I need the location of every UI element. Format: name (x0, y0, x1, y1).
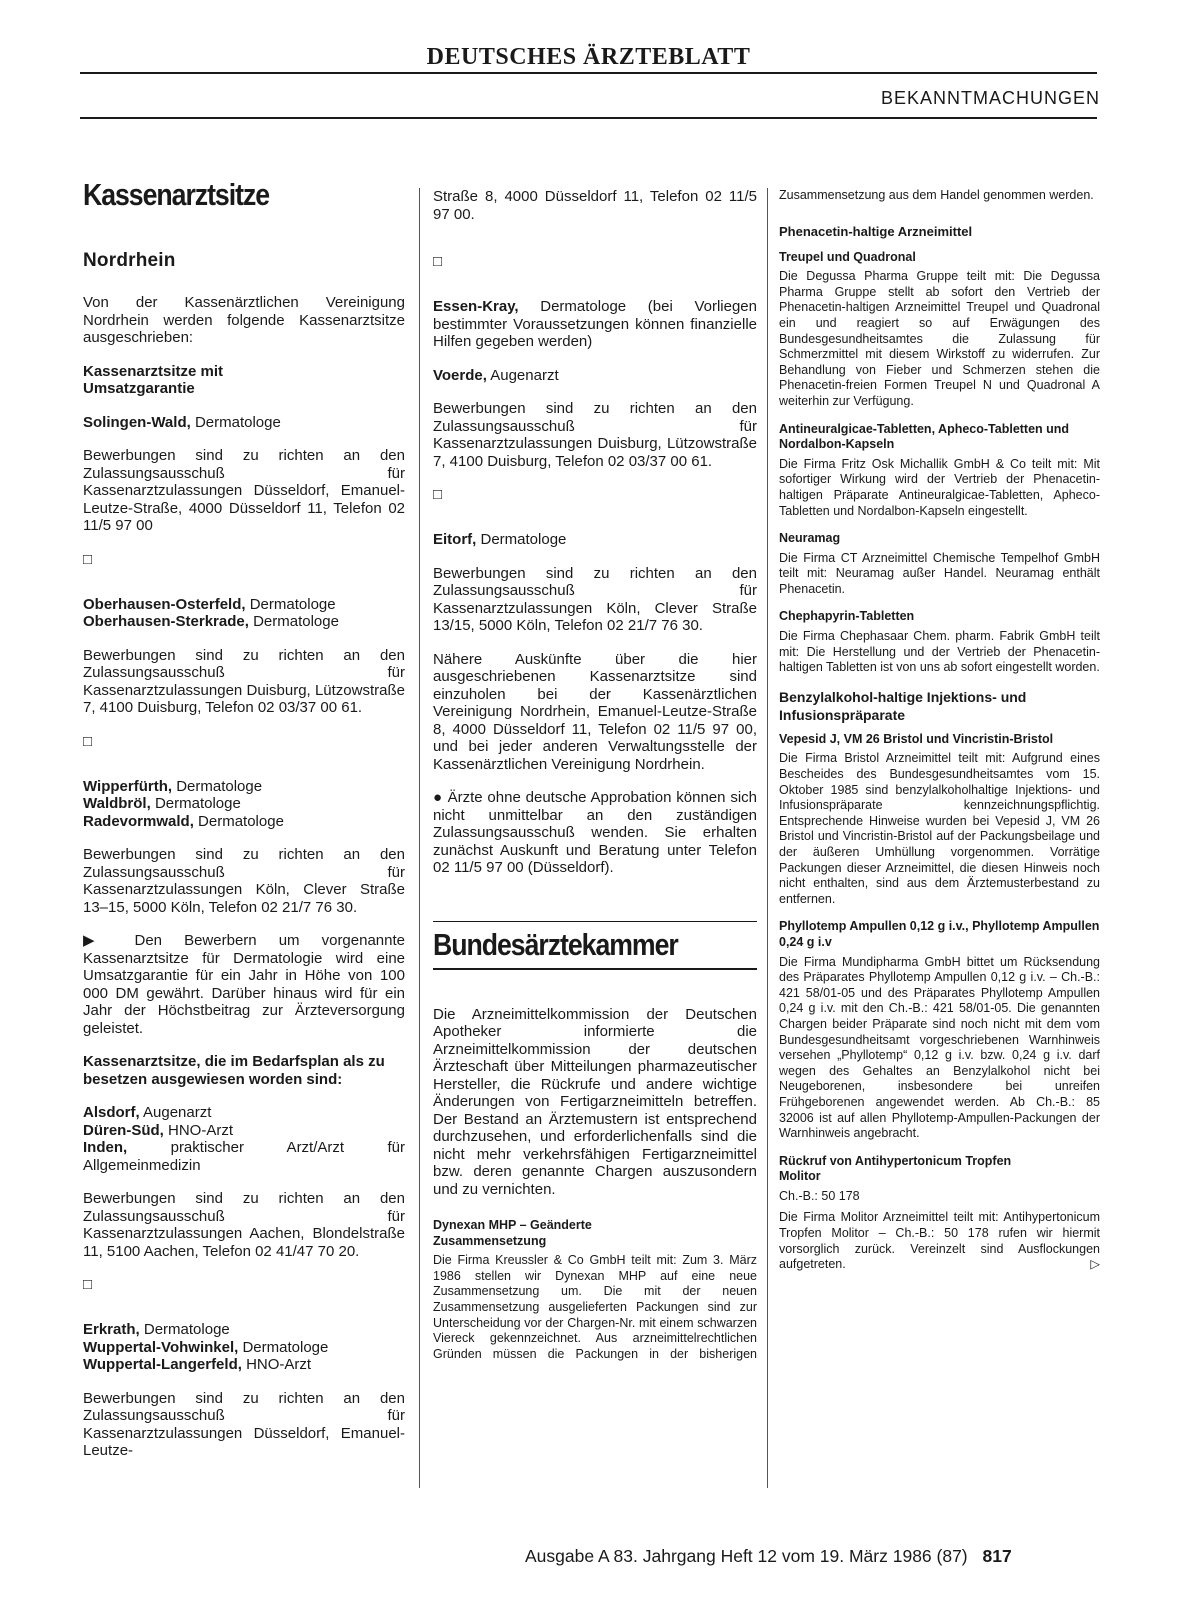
article-title: Bundesärztekammer (433, 927, 678, 962)
column-divider-1 (419, 188, 420, 1488)
listing-oberhausen: Oberhausen-Osterfeld, Dermatologe Oberhausen-Sterkrade, Dermatologe (83, 595, 339, 630)
listing-erkrath: Erkrath, Dermatologe Wuppertal-Vohwinkel, Dermatologe Wuppertal-Langerfeld, HNO-Arzt (83, 1321, 329, 1373)
separator-box: □ (433, 486, 443, 503)
article-title: Kassenarztsitze (83, 177, 270, 212)
neuramag-heading: Neuramag (779, 531, 841, 546)
listing-wipperfuerth: Wipperfürth, Dermatologe Waldbröl, Dermatologe Radevormwald, Dermatologe (83, 777, 284, 830)
issue-info: Ausgabe A 83. Jahrgang Heft 12 vom 19. März 1986 (87) (525, 1546, 968, 1566)
phyllotemp-heading: Phyllotemp Ampullen 0,12 g i.v., Phyllotemp Ampullen 0,24 g i.v (779, 919, 1100, 949)
treupel-text: Die Degussa Pharma Gruppe teilt mit: Die Degussa Pharma Gruppe stellt ab sofort den Vertrieb der Phenacetin-haltigen Arzneimittel Treupel und Quadronal ein und reagiert so auf Erwägungen des Bundesgesundheitsamtes die Zulassung für Schmerzmittel mit diesem Wirkstoff zu widerrufen. Zur Behandlung von Fieber und Schmerzen stehen die Phenacetin-freien Formen Treupel N und Quadronal A weiterhin zur Verfügung. (779, 269, 1100, 408)
neuramag-text: Die Firma CT Arzneimittel Chemische Tempelhof GmbH teilt mit: Neuramag außer Handel. Neuramag enthält Phenacetin. (779, 550, 1100, 596)
application-paragraph: Bewerbungen sind zu richten an den Zulassungsausschuß für Kassenarztzulassungen Aachen, Blondelstraße 11, 5100 Aachen, Telefon 02 41/47 70 20. (83, 1190, 405, 1260)
application-paragraph: Bewerbungen sind zu richten an den Zulassungsausschuß für Kassenarztzulassungen Köln, Clever Straße 13–15, 5000 Köln, Telefon 02 21/7 76 30. (83, 846, 405, 916)
chephapyrin-text: Die Firma Chephasaar Chem. pharm. Fabrik GmbH teilt mit: Die Herstellung und der Vertrieb der Phenacetin-haltigen Tabletten ist von uns ab sofort eingestellt worden. (779, 629, 1100, 675)
masthead: DEUTSCHES ÄRZTEBLATT (426, 44, 751, 70)
application-paragraph: Bewerbungen sind zu richten an den Zulassungsausschuß für Kassenarztzulassungen Duisburg, Lützowstraße 7, 4100 Duisburg, Telefon 02 03/37 00 61. (83, 646, 405, 716)
page-footer (525, 1546, 1012, 1566)
vepesid-text: Die Firma Bristol Arzneimittel teilt mit: Aufgrund eines Bescheides des Bundesgesundheitsamtes vom 15. Oktober 1985 sind benzylalkoholhaltige Injektions- und Infusionspräparate kennzeichnungspflichtig. Entsprechende Hinweise wurden bei Vepesid J, VM 26 Bristol und Vincristin-Bristol auf der Packungsbeilage und der äußeren Umhüllung vorgenommen. Vorrätige Packungen dieser Arzneimittel, die diesen Hinweis noch nicht enthalten, sind aus dem Ärztemusterbestand zu entfernen. (779, 751, 1100, 906)
continue-arrow-icon: ▷ (1090, 1257, 1100, 1272)
guarantee-note: ▶ Den Bewerbern um vorgenannte Kassenarztsitze für Dermatologie wird eine Umsatzgarantie für ein Jahr in Höhe von 100 000 DM gewährt. Darüber hinaus wird für ein Jahr der Höchstbeitrag zur Ärzteversorgung geleistet. (83, 932, 405, 1037)
group-heading-bedarfsplan: Kassenarztsitze, die im Bedarfsplan als zu besetzen ausgewiesen worden sind: (83, 1053, 385, 1088)
vepesid-heading: Vepesid J, VM 26 Bristol und Vincristin-Bristol (779, 731, 1054, 746)
application-paragraph: Bewerbungen sind zu richten an den Zulassungsausschuß für Kassenarztzulassungen Duisburg, Lützowstraße 7, 4100 Duisburg, Telefon 02 03/37 00 61. (433, 400, 757, 470)
dynexan-heading: Dynexan MHP – Geänderte Zusammensetzung (433, 1218, 592, 1248)
phyllotemp-text: Die Firma Mundipharma GmbH bittet um Rücksendung des Präparates Phyllotemp Ampullen 0,12 g i.v. – Ch.-B.: 421 58/01-05 und des Präparates Phyllotemp Ampullen 0,24 g i.v. mit den Ch.-B.: 421 58/01-05. Die genannten Chargen beider Präparate sind noch nicht mit dem vom Bundesgesundheitsamt vorgeschriebenen Warnhinweis versehen „Phyllotemp“ 0,12 g i.v. bzw. 0,24 g i.v. darf wegen des Gehaltes an Benzylalkohol nicht bei Neugeborenen, insbesondere bei unreifen Frühgeborenen angewendet werden. Ab Ch.-B.: 85 32006 ist auf allen Phyllotemp-Ampullen-Packungen der Warnhinweis angebracht. (779, 954, 1100, 1141)
application-paragraph: Bewerbungen sind zu richten an den Zulassungsausschuß für Kassenarztzulassungen Köln, Clever Straße 13/15, 5000 Köln, Telefon 02 21/7 76 30. (433, 564, 757, 634)
continued-address: Straße 8, 4000 Düsseldorf 11, Telefon 02 11/5 97 00. (433, 188, 757, 223)
section-rule (80, 117, 1097, 119)
separator-box: □ (83, 1276, 93, 1293)
section-label: BEKANNTMACHUNGEN (880, 88, 1100, 108)
listing-eitorf: Eitorf, Dermatologe (433, 531, 567, 548)
column-divider-2 (767, 188, 768, 1488)
treupel-heading: Treupel und Quadronal (779, 249, 916, 264)
listing-alsdorf: Alsdorf, Augenarzt Düren-Süd, HNO-Arzt Inden, praktischer Arzt/Arzt für Allgemeinmedizin (83, 1104, 405, 1174)
column-2 (433, 188, 757, 1374)
antineuralgicae-heading: Antineuralgicae-Tabletten, Apheco-Tabletten und Nordalbon-Kapseln (779, 421, 1070, 452)
group-heading-guarantee: Kassenarztsitze mit Umsatzgarantie (83, 362, 224, 397)
title-rule-bottom (433, 968, 757, 970)
rueckruf-text: Die Firma Molitor Arzneimittel teilt mit: Antihypertonicum Tropfen Molitor – Ch.-B.: 50 178 rufen wir hiermit vorsorglich zurück. Vereinzelt sind Ausflockungen aufgetreten. ▷ (779, 1210, 1100, 1272)
separator-box: □ (433, 253, 443, 270)
approbation-notice: ● Ärzte ohne deutsche Approbation können sich nicht unmittelbar an den zuständigen Zulassungsausschuß wenden. Sie erhalten zunächst Auskunft und Beratung unter Telefon 02 11/5 97 00 (Düsseldorf). (433, 789, 757, 876)
antineuralgicae-text: Die Firma Fritz Osk Michallik GmbH & Co teilt mit: Mit sofortiger Wirkung wird der Vertrieb der Phenacetin-haltigen Präparate Antineuralgicae-Tabletten, Apheco-Tabletten und Nordalbon-Kapseln eingestellt. (779, 456, 1100, 518)
listing-voerde: Voerde, Augenarzt (433, 366, 559, 384)
listing-essen: Essen-Kray, Dermatologe (bei Vorliegen bestimmter Voraussetzungen können finanzielle Hilfen gegeben werden) (433, 298, 757, 350)
bak-intro: Die Arzneimittelkommission der Deutschen Apotheker informierte die Arzneimittelkommission der deutschen Ärzteschaft über Mitteilungen pharmazeutischer Hersteller, die Rückrufe und andere wichtige Änderungen von Fertigarzneimitteln betreffen. Der Bestand an Ärztemustern ist entsprechend durchzusehen, und erforderlichenfalls sind die nicht mehr verkehrsfähigen Fertigarzneimittel bzw. deren genannte Chargen auszusondern und zu vernichten. (433, 1005, 757, 1198)
charge-number: Ch.-B.: 50 178 (779, 1188, 860, 1203)
masthead-rule (80, 72, 1097, 74)
page-number: 817 (982, 1546, 1012, 1566)
intro-paragraph: Von der Kassenärztlichen Vereinigung Nordrhein werden folgende Kassenarztsitze ausgeschrieben: (83, 294, 405, 346)
continued-text: Zusammensetzung aus dem Handel genommen werden. (779, 188, 1094, 202)
application-paragraph: Bewerbungen sind zu richten an den Zulassungsausschuß für Kassenarztzulassungen Düsseldorf, Emanuel-Leutze-Straße, 4000 Düsseldorf 11, Telefon 02 11/5 97 00 (83, 447, 405, 534)
rueckruf-heading: Rückruf von Antihypertonicum Tropfen Molitor (779, 1153, 1012, 1184)
column-1 (83, 178, 405, 1476)
separator-box: □ (83, 550, 93, 568)
column-3 (779, 188, 1100, 1273)
listing-solingen: Solingen-Wald, Dermatologe (83, 413, 281, 431)
chephapyrin-heading: Chephapyrin-Tabletten (779, 609, 915, 624)
separator-box: □ (83, 732, 93, 750)
dynexan-text: Die Firma Kreussler & Co GmbH teilt mit: Zum 3. März 1986 stellen wir Dynexan MHP auf eine neue Zusammensetzung um. Die mit der neuen Zusammensetzung ausgelieferten Packungen sind zur Unterscheidung vor der Chargen-Nr. mit einem schwarzen Viereck gekennzeichnet. Aus arzneimittelrechtlichen Gründen müssen die Packungen in der bisherigen (433, 1253, 757, 1361)
phenacetin-heading: Phenacetin-haltige Arzneimittel (779, 223, 973, 239)
title-rule-top (433, 921, 757, 923)
benzylalkohol-heading: Benzylalkohol-haltige Injektions- und Infusionspräparate (779, 688, 1027, 723)
information-paragraph: Nähere Auskünfte über die hier ausgeschriebenen Kassenarztsitze sind einzuholen bei der Kassenärztlichen Vereinigung Nordrhein, Emanuel-Leutze-Straße 8, 4000 Düsseldorf 11, Telefon 02 11/5 97 00, und bei jeder anderen Verwaltungsstelle der Kassenärztlichen Vereinigung Nordrhein. (433, 650, 757, 773)
application-paragraph: Bewerbungen sind zu richten an den Zulassungsausschuß für Kassenarztzulassungen Düsseldorf, Emanuel-Leutze- (83, 1389, 405, 1459)
region-heading: Nordrhein (83, 250, 176, 271)
